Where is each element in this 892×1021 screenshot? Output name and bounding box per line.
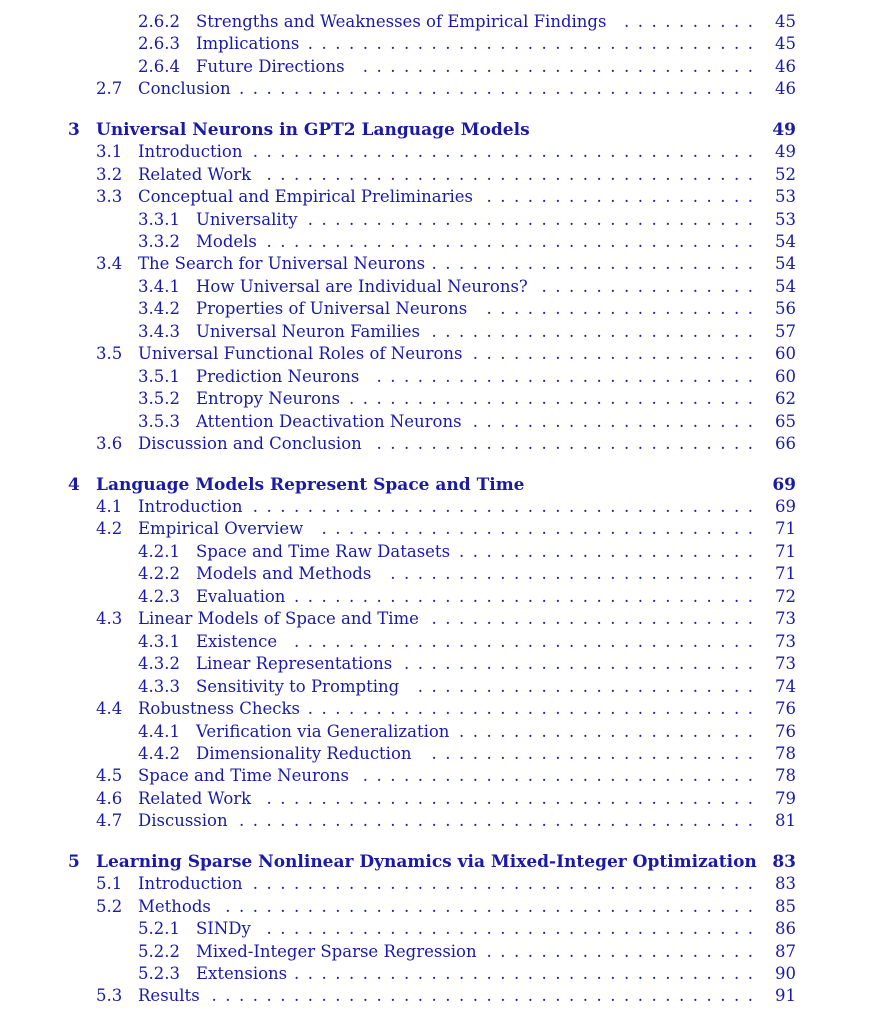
- toc-entry-title[interactable]: Related Work: [138, 165, 252, 184]
- toc-dot-leader: . . . . . . . . . . . . . . . . . . . . . .: [459, 722, 753, 741]
- toc-subsection-entry[interactable]: [0, 963, 892, 985]
- toc-dot-leader: . . . . . . . . . . . . . . . . . . . . .: [472, 344, 753, 363]
- toc-entry-number: 4.2.1: [138, 542, 180, 561]
- toc-entry-title[interactable]: Language Models Represent Space and Time: [96, 475, 525, 495]
- toc-entry-title[interactable]: Prediction Neurons: [196, 367, 360, 386]
- toc-entry-page[interactable]: 73: [775, 632, 796, 651]
- toc-entry-title[interactable]: Methods: [138, 897, 211, 916]
- toc-entry-page[interactable]: 49: [772, 120, 796, 140]
- toc-section-entry[interactable]: [0, 78, 892, 100]
- toc-entry-number: 3.2: [96, 165, 123, 184]
- toc-dot-leader: . . . . . . . . . . . . . . . . . . . . . . . . . . . . . . . . . . . . . . . .: [211, 986, 753, 1005]
- toc-entry-number: 5.2.3: [138, 964, 180, 983]
- toc-entry-number: 4.3.1: [138, 632, 180, 651]
- toc-dot-leader: . . . . . . . . . . . . . . . . . . . . . . . . . . . . . . . .: [321, 519, 753, 538]
- toc-entry-number: 2.6.3: [138, 34, 180, 53]
- toc-entry-number: 5.1: [96, 874, 123, 893]
- toc-entry-page[interactable]: 56: [775, 299, 796, 318]
- toc-entry-page[interactable]: 83: [775, 874, 796, 893]
- toc-dot-leader: . . . . . . . . . . . . . . . . . . . . . . . . . . . . . . . . . . . . . . .: [225, 897, 753, 916]
- toc-entry-title[interactable]: Future Directions: [196, 57, 345, 76]
- toc-entry-page[interactable]: 60: [775, 344, 796, 363]
- toc-subsection-entry[interactable]: [0, 298, 892, 320]
- toc-entry-page[interactable]: 65: [775, 412, 796, 431]
- toc-entry-number: 3.3.2: [138, 232, 180, 251]
- toc-subsection-entry[interactable]: [0, 321, 892, 343]
- toc-dot-leader: . . . . . . . . . . . . . . . . . . . . . . . . . . . . . . . . . . . . .: [252, 142, 753, 161]
- toc-dot-leader: . . . . . . . . . . . . . . . . . . . .: [486, 942, 753, 961]
- toc-entry-page[interactable]: 71: [775, 542, 796, 561]
- toc-dot-leader: . . . . . . . . . . . . . . . . . . . .: [486, 187, 753, 206]
- toc-entry-title[interactable]: Universality: [196, 210, 298, 229]
- toc-entry-number: 4.5: [96, 766, 123, 785]
- toc-entry-title[interactable]: Models and Methods: [196, 564, 372, 583]
- toc-dot-leader: . . . . . . . . . . . . . . . . . . . . . . . . . .: [404, 654, 753, 673]
- toc-entry-number: 3.4.3: [138, 322, 180, 341]
- toc-dot-leader: . . . . . . . . . . . . . . . . . . . . . . . . . . . . . . . . . .: [294, 587, 753, 606]
- toc-dot-leader: . . . . . . . . . . . . . . . . . . . . . . . . . . . . . . . . . . . . .: [252, 874, 753, 893]
- toc-entry-title[interactable]: Linear Representations: [196, 654, 393, 673]
- toc-entry-number: 5.3: [96, 986, 123, 1005]
- toc-dot-leader: . . . . . . . . . . . . . . . . . . . . . . . . . . . . . . . . . . . . . .: [239, 811, 753, 830]
- toc-section-entry[interactable]: [0, 765, 892, 787]
- toc-dot-leader: . . . . . . . . . . . . . . . . . . . . . . . . . . . . . . . . . . . . . .: [239, 79, 753, 98]
- toc-entry-title[interactable]: Implications: [196, 34, 300, 53]
- toc-entry-page[interactable]: 72: [775, 587, 796, 606]
- toc-subsection-entry[interactable]: [0, 33, 892, 55]
- toc-dot-leader: . . . . . . . . . . . . . . . .: [541, 277, 753, 296]
- toc-section-entry[interactable]: [0, 698, 892, 720]
- toc-dot-leader: . . . . . . . . . . . . . . . . . . . . . . . . . . . . . . . . . . . .: [266, 789, 753, 808]
- toc-entry-number: 2.6.2: [138, 12, 180, 31]
- toc-entry-title[interactable]: Discussion and Conclusion: [138, 434, 362, 453]
- toc-entry-number: 4.1: [96, 497, 123, 516]
- toc-entry-number: 4.2: [96, 519, 123, 538]
- toc-entry-title[interactable]: How Universal are Individual Neurons?: [196, 277, 528, 296]
- toc-entry-page[interactable]: 71: [775, 519, 796, 538]
- toc-dot-leader: . . . . . . . . . . . . . . . . . . . . .: [472, 412, 753, 431]
- toc-subsection-entry[interactable]: [0, 563, 892, 585]
- toc-entry-title[interactable]: Extensions: [196, 964, 288, 983]
- toc-subsection-entry[interactable]: [0, 918, 892, 940]
- toc-dot-leader: . . . . . . . . . . . . . . . . . . . . . . . . . . . .: [376, 434, 753, 453]
- toc-subsection-entry[interactable]: [0, 676, 892, 698]
- toc-dot-leader: . . . . . . . . . . . . . . . . . . . . . . . . . . . . . . . . . . . .: [266, 919, 753, 938]
- toc-entry-page[interactable]: 74: [775, 677, 796, 696]
- toc-entry-page[interactable]: 46: [775, 79, 796, 98]
- toc-entry-page[interactable]: 79: [775, 789, 796, 808]
- toc-subsection-entry[interactable]: [0, 941, 892, 963]
- toc-entry-page[interactable]: 66: [775, 434, 796, 453]
- toc-entry-title[interactable]: Properties of Universal Neurons: [196, 299, 468, 318]
- toc-entry-number: 5.2.1: [138, 919, 180, 938]
- toc-entry-title[interactable]: Models: [196, 232, 257, 251]
- toc-section-entry[interactable]: [0, 253, 892, 275]
- toc-entry-page[interactable]: 69: [775, 497, 796, 516]
- toc-dot-leader: . . . . . . . . . . . . . . . . . . . . . . . . . . . . . . . . .: [307, 699, 753, 718]
- toc-entry-title[interactable]: Strengths and Weaknesses of Empirical Findings: [196, 12, 607, 31]
- toc-entry-page[interactable]: 53: [775, 210, 796, 229]
- toc-entry-title[interactable]: Space and Time Neurons: [138, 766, 349, 785]
- toc-subsection-entry[interactable]: [0, 366, 892, 388]
- toc-dot-leader: . . . . . . . . . . . . . . . . . . . . . . . .: [431, 609, 753, 628]
- toc-entry-page[interactable]: 85: [775, 897, 796, 916]
- toc-entry-number: 5.2: [96, 897, 123, 916]
- toc-entry-number: 4.3.3: [138, 677, 180, 696]
- toc-entry-number: 4.6: [96, 789, 123, 808]
- toc-section-entry[interactable]: [0, 873, 892, 895]
- toc-chapter-entry[interactable]: [0, 119, 892, 141]
- toc-entry-number: 4.2.3: [138, 587, 180, 606]
- toc-section-entry[interactable]: [0, 518, 892, 540]
- toc-entry-title[interactable]: Conclusion: [138, 79, 231, 98]
- toc-subsection-entry[interactable]: [0, 231, 892, 253]
- toc-subsection-entry[interactable]: [0, 209, 892, 231]
- toc-dot-leader: . . . . . . . . . . . . . . . . . . . . . . . . . . . . .: [362, 766, 753, 785]
- toc-dot-leader: . . . . . . . . . . . . . . . . . . . . . .: [459, 542, 753, 561]
- toc-entry-title[interactable]: Learning Sparse Nonlinear Dynamics via Mixed-Integer Optimization: [96, 852, 757, 872]
- toc-dot-leader: . . . . . . . . . . . . . . . . . . . . . . . . . . . . . . . . .: [307, 210, 753, 229]
- toc-dot-leader: . . . . . . . . . . . . . . . . . . . . . . . .: [431, 322, 753, 341]
- toc-entry-number: 2.6.4: [138, 57, 180, 76]
- toc-entry-page[interactable]: 57: [775, 322, 796, 341]
- toc-entry-title[interactable]: Universal Neurons in GPT2 Language Models: [96, 120, 530, 140]
- toc-entry-page[interactable]: 62: [775, 389, 796, 408]
- toc-entry-number: 5: [68, 852, 80, 872]
- toc-entry-title[interactable]: SINDy: [196, 919, 251, 938]
- toc-entry-number: 3.5: [96, 344, 123, 363]
- toc-entry-page[interactable]: 76: [775, 722, 796, 741]
- toc-entry-title[interactable]: Discussion: [138, 811, 228, 830]
- toc-entry-page[interactable]: 86: [775, 919, 796, 938]
- toc-dot-leader: . . . . . . . . . . . . . . . . . . . . . . . . . . . . . . . . . . . . .: [252, 497, 753, 516]
- toc-entry-page[interactable]: 81: [775, 811, 796, 830]
- toc-entry-number: 4.7: [96, 811, 123, 830]
- toc-section-entry[interactable]: [0, 141, 892, 163]
- toc-entry-title[interactable]: Introduction: [138, 497, 243, 516]
- toc-entry-page[interactable]: 91: [775, 986, 796, 1005]
- toc-entry-page[interactable]: 46: [775, 57, 796, 76]
- toc-entry-title[interactable]: Sensitivity to Prompting: [196, 677, 400, 696]
- toc-subsection-entry[interactable]: [0, 56, 892, 78]
- toc-dot-leader: . . . . . . . . . . . . . . . . . . . . . . . . . . . . .: [362, 57, 753, 76]
- toc-entry-title[interactable]: Attention Deactivation Neurons: [196, 412, 462, 431]
- toc-entry-title[interactable]: Introduction: [138, 142, 243, 161]
- toc-chapter-entry[interactable]: [0, 474, 892, 496]
- toc-section-entry[interactable]: [0, 810, 892, 832]
- toc-entry-page[interactable]: 45: [775, 12, 796, 31]
- toc-dot-leader: . . . . . . . . . . . . . . . . . . . . . . . . . . . . . . . . . . . .: [266, 232, 753, 251]
- toc-subsection-entry[interactable]: [0, 743, 892, 765]
- toc-entry-page[interactable]: 71: [775, 564, 796, 583]
- toc-subsection-entry[interactable]: [0, 388, 892, 410]
- toc-entry-page[interactable]: 73: [775, 609, 796, 628]
- toc-dot-leader: . . . . . . . . . . . . . . . . . . . . . . . . . . . . . . . . . .: [294, 964, 753, 983]
- toc-entry-title[interactable]: Evaluation: [196, 587, 286, 606]
- toc-entry-number: 4.4.1: [138, 722, 180, 741]
- toc-entry-title[interactable]: Entropy Neurons: [196, 389, 340, 408]
- toc-subsection-entry[interactable]: [0, 653, 892, 675]
- toc-entry-page[interactable]: 87: [775, 942, 796, 961]
- toc-section-entry[interactable]: [0, 608, 892, 630]
- toc-entry-number: 3.4.2: [138, 299, 180, 318]
- toc-section-entry[interactable]: [0, 496, 892, 518]
- toc-entry-number: 4.4: [96, 699, 123, 718]
- toc-entry-page[interactable]: 90: [775, 964, 796, 983]
- toc-section-entry[interactable]: [0, 343, 892, 365]
- toc-dot-leader: . . . . . . . . . . . . . . . . . . . . . . . . .: [417, 677, 753, 696]
- toc-dot-leader: . . . . . . . . . . . . . . . . . . . . . . . . . . . . . . . . .: [307, 34, 753, 53]
- toc-entry-number: 5.2.2: [138, 942, 180, 961]
- toc-entry-title[interactable]: Dimensionality Reduction: [196, 744, 412, 763]
- toc-entry-number: 3.5.2: [138, 389, 180, 408]
- toc-entry-page[interactable]: 52: [775, 165, 796, 184]
- toc-section-entry[interactable]: [0, 433, 892, 455]
- toc-subsection-entry[interactable]: [0, 541, 892, 563]
- toc-entry-number: 3: [68, 120, 80, 140]
- toc-entry-title[interactable]: Verification via Generalization: [196, 722, 450, 741]
- toc-entry-page[interactable]: 78: [775, 744, 796, 763]
- toc-entry-number: 4: [68, 475, 80, 495]
- toc-entry-number: 2.7: [96, 79, 123, 98]
- toc-dot-leader: . . . . . . . . . . . . . . . . . . . . . . . . . . .: [390, 564, 753, 583]
- toc-subsection-entry[interactable]: [0, 411, 892, 433]
- toc-entry-number: 3.3: [96, 187, 123, 206]
- toc-entry-title[interactable]: The Search for Universal Neurons: [138, 254, 426, 273]
- toc-entry-page[interactable]: 69: [772, 475, 796, 495]
- toc-entry-title[interactable]: Universal Neuron Families: [196, 322, 421, 341]
- toc-entry-number: 3.1: [96, 142, 123, 161]
- toc-entry-page[interactable]: 76: [775, 699, 796, 718]
- toc-chapter-entry[interactable]: [0, 851, 892, 873]
- toc-entry-page[interactable]: 73: [775, 654, 796, 673]
- toc-entry-page[interactable]: 53: [775, 187, 796, 206]
- toc-entry-title[interactable]: Universal Functional Roles of Neurons: [138, 344, 463, 363]
- toc-entry-title[interactable]: Conceptual and Empirical Preliminaries: [138, 187, 474, 206]
- toc-entry-title[interactable]: Mixed-Integer Sparse Regression: [196, 942, 477, 961]
- toc-entry-page[interactable]: 83: [772, 852, 796, 872]
- toc-entry-title[interactable]: Empirical Overview: [138, 519, 304, 538]
- toc-entry-title[interactable]: Results: [138, 986, 200, 1005]
- toc-entry-page[interactable]: 54: [775, 277, 796, 296]
- toc-entry-page[interactable]: 45: [775, 34, 796, 53]
- toc-entry-number: 3.4.1: [138, 277, 180, 296]
- toc-subsection-entry[interactable]: [0, 276, 892, 298]
- toc-subsection-entry[interactable]: [0, 721, 892, 743]
- toc-entry-number: 4.4.2: [138, 744, 180, 763]
- toc-subsection-entry[interactable]: [0, 11, 892, 33]
- toc-entry-title[interactable]: Existence: [196, 632, 278, 651]
- toc-section-entry[interactable]: [0, 164, 892, 186]
- toc-dot-leader: . . . . . . . . . . . . . . . . . . . .: [486, 299, 753, 318]
- toc-entry-number: 4.2.2: [138, 564, 180, 583]
- toc-dot-leader: . . . . . . . . . . . . . . . . . . . . . . . . . . . . . . . . . .: [294, 632, 753, 651]
- toc-entry-page[interactable]: 54: [775, 254, 796, 273]
- toc-section-entry[interactable]: [0, 985, 892, 1007]
- toc-entry-title[interactable]: Related Work: [138, 789, 252, 808]
- toc-dot-leader: . . . . . . . . . .: [624, 12, 753, 31]
- toc-entry-title[interactable]: Robustness Checks: [138, 699, 300, 718]
- toc-entry-title[interactable]: Introduction: [138, 874, 243, 893]
- toc-subsection-entry[interactable]: [0, 586, 892, 608]
- toc-section-entry[interactable]: [0, 186, 892, 208]
- toc-entry-number: 3.5.1: [138, 367, 180, 386]
- toc-entry-number: 4.3.2: [138, 654, 180, 673]
- toc-dot-leader: . . . . . . . . . . . . . . . . . . . . . . . .: [431, 744, 753, 763]
- toc-entry-page[interactable]: 78: [775, 766, 796, 785]
- toc-entry-number: 4.3: [96, 609, 123, 628]
- toc-dot-leader: . . . . . . . . . . . . . . . . . . . . . . . . . . . . . . . . . . . .: [266, 165, 753, 184]
- toc-entry-number: 3.3.1: [138, 210, 180, 229]
- toc-subsection-entry[interactable]: [0, 631, 892, 653]
- toc-entry-number: 3.5.3: [138, 412, 180, 431]
- toc-dot-leader: . . . . . . . . . . . . . . . . . . . . . . . . . . . .: [376, 367, 753, 386]
- toc-entry-number: 3.6: [96, 434, 123, 453]
- toc-section-entry[interactable]: [0, 896, 892, 918]
- toc-entry-page[interactable]: 49: [775, 142, 796, 161]
- toc-entry-title[interactable]: Space and Time Raw Datasets: [196, 542, 451, 561]
- toc-entry-page[interactable]: 54: [775, 232, 796, 251]
- toc-entry-title[interactable]: Linear Models of Space and Time: [138, 609, 419, 628]
- toc-entry-page[interactable]: 60: [775, 367, 796, 386]
- toc-entry-number: 3.4: [96, 254, 123, 273]
- toc-dot-leader: . . . . . . . . . . . . . . . . . . . . . . . . . . . . . .: [349, 389, 753, 408]
- toc-dot-leader: . . . . . . . . . . . . . . . . . . . . . . . .: [431, 254, 753, 273]
- toc-section-entry[interactable]: [0, 788, 892, 810]
